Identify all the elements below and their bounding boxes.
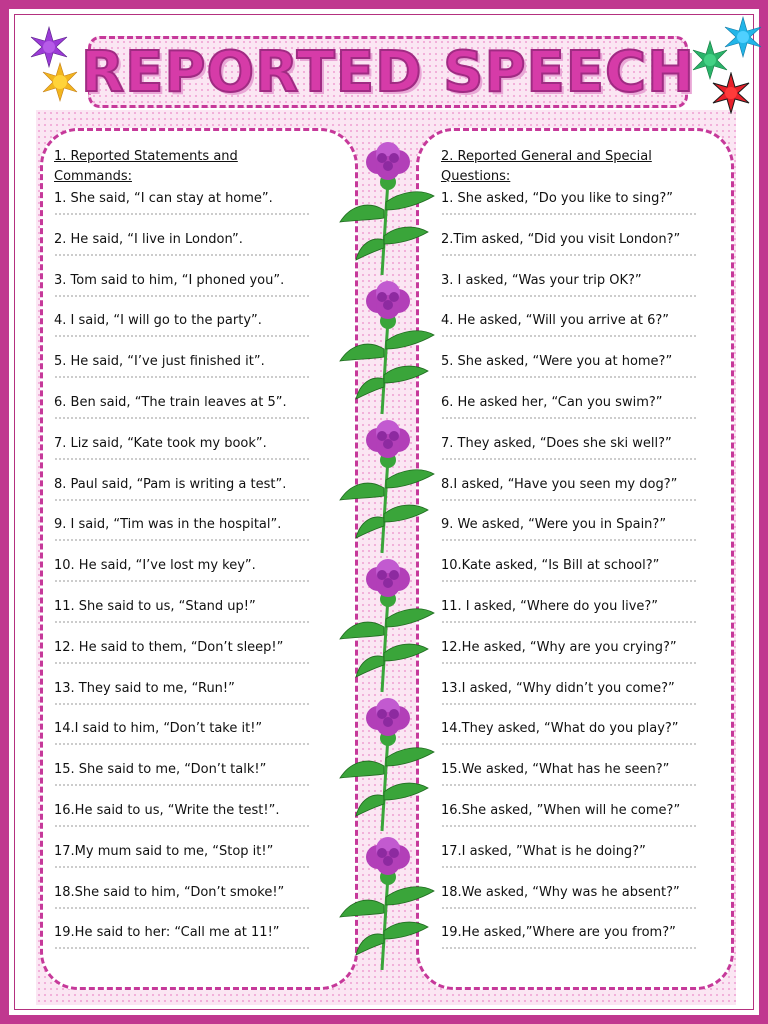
exercise-item: [441, 761, 741, 802]
exercise-item: [54, 516, 354, 557]
exercise-item: [441, 639, 741, 680]
exercise-item: [441, 720, 741, 761]
answer-line[interactable]: [441, 703, 696, 705]
answer-line[interactable]: [441, 866, 696, 868]
exercise-item: [441, 476, 741, 517]
answer-line[interactable]: [54, 621, 309, 623]
exercise-item: [441, 231, 741, 272]
answer-line[interactable]: [441, 458, 696, 460]
carnation-flower-icon: [340, 142, 434, 275]
exercise-sentence: 6. Ben said, “The train leaves at 5”.: [54, 394, 287, 410]
exercise-sentence: 3. Tom said to him, “I phoned you”.: [54, 272, 285, 288]
exercise-item: [441, 394, 741, 435]
orange-sun-icon: [40, 62, 80, 102]
answer-line[interactable]: [54, 703, 309, 705]
statements-heading-line2: Commands:: [54, 169, 132, 184]
exercise-sentence: 5. He said, “I’ve just finished it”.: [54, 354, 265, 370]
exercise-item: [54, 598, 354, 639]
answer-line[interactable]: [54, 458, 309, 460]
exercise-sentence: 14.They asked, “What do you play?”: [441, 721, 679, 737]
statements-heading-line1: 1. Reported Statements and: [54, 149, 238, 164]
answer-line[interactable]: [441, 213, 696, 215]
answer-line[interactable]: [54, 825, 309, 827]
exercise-sentence: 3. I asked, “Was your trip OK?”: [441, 272, 642, 288]
carnation-flower-icon: [340, 837, 434, 970]
exercise-sentence: 13. They said to me, “Run!”: [54, 680, 235, 696]
exercise-sentence: 1. She said, “I can stay at home”.: [54, 191, 273, 206]
answer-line[interactable]: [54, 539, 309, 541]
exercise-item: [54, 190, 354, 231]
exercise-sentence: 5. She asked, “Were you at home?”: [441, 354, 673, 370]
exercise-sentence: 17.My mum said to me, “Stop it!”: [54, 843, 274, 859]
answer-line[interactable]: [441, 417, 696, 419]
answer-line[interactable]: [54, 580, 309, 582]
exercise-item: [54, 802, 354, 843]
exercise-item: [441, 190, 741, 231]
answer-line[interactable]: [441, 662, 696, 664]
answer-line[interactable]: [441, 907, 696, 909]
exercise-sentence: 2. He said, “I live in London”.: [54, 231, 243, 247]
exercise-sentence: 11. She said to us, “Stand up!”: [54, 598, 256, 614]
answer-line[interactable]: [54, 743, 309, 745]
exercise-item: [54, 394, 354, 435]
exercise-item: [54, 435, 354, 476]
exercise-item: [54, 761, 354, 802]
answer-line[interactable]: [441, 335, 696, 337]
answer-line[interactable]: [54, 417, 309, 419]
statements-column: [54, 148, 354, 965]
questions-column: [441, 148, 741, 965]
answer-line[interactable]: [54, 295, 309, 297]
exercise-sentence: 8. Paul said, “Pam is writing a test”.: [54, 476, 287, 492]
answer-line[interactable]: [441, 499, 696, 501]
exercise-sentence: 15. She said to me, “Don’t talk!”: [54, 762, 267, 778]
exercise-sentence: 10. He said, “I’ve lost my key”.: [54, 558, 256, 574]
exercise-sentence: 9. I said, “Tim was in the hospital”.: [54, 517, 282, 533]
exercise-item: [441, 680, 741, 721]
exercise-sentence: 13.I asked, “Why didn’t you come?”: [441, 680, 675, 696]
exercise-item: [441, 924, 741, 965]
exercise-sentence: 16.He said to us, “Write the test!”.: [54, 802, 280, 818]
exercise-item: [54, 720, 354, 761]
questions-heading-line1: 2. Reported General and Special: [441, 149, 652, 164]
answer-line[interactable]: [54, 907, 309, 909]
exercise-sentence: 2.Tim asked, “Did you visit London?”: [441, 231, 681, 247]
exercise-sentence: 17.I asked, ”What is he doing?”: [441, 843, 646, 859]
exercise-sentence: 11. I asked, “Where do you live?”: [441, 598, 659, 614]
exercise-sentence: 4. I said, “I will go to the party”.: [54, 313, 262, 329]
answer-line[interactable]: [54, 662, 309, 664]
exercise-item: [441, 802, 741, 843]
exercise-sentence: 12.He asked, “Why are you crying?”: [441, 639, 677, 655]
answer-line[interactable]: [54, 784, 309, 786]
answer-line[interactable]: [441, 743, 696, 745]
exercise-sentence: 19.He said to her: “Call me at 11!”: [54, 925, 280, 941]
exercise-sentence: 1. She asked, “Do you like to sing?”: [441, 191, 674, 206]
answer-line[interactable]: [441, 784, 696, 786]
title-box: [81, 36, 695, 108]
exercise-sentence: 9. We asked, “Were you in Spain?”: [441, 517, 667, 533]
exercise-item: [54, 924, 354, 965]
exercise-item: [54, 231, 354, 272]
answer-line[interactable]: [441, 539, 696, 541]
exercise-item: [441, 435, 741, 476]
exercise-sentence: 18.We asked, “Why was he absent?”: [441, 884, 680, 900]
answer-line[interactable]: [54, 213, 309, 215]
exercise-sentence: 7. Liz said, “Kate took my book”.: [54, 435, 267, 451]
questions-heading-line2: Questions:: [441, 169, 511, 184]
exercise-item: [441, 353, 741, 394]
red-star-icon: [710, 72, 752, 114]
exercise-item: [441, 598, 741, 639]
answer-line[interactable]: [441, 825, 696, 827]
exercise-sentence: 12. He said to them, “Don’t sleep!”: [54, 639, 284, 655]
answer-line[interactable]: [441, 376, 696, 378]
exercise-item: [441, 884, 741, 925]
exercise-item: [54, 353, 354, 394]
exercise-item: [54, 680, 354, 721]
exercise-sentence: 14.I said to him, “Don’t take it!”: [54, 721, 263, 737]
exercise-sentence: 6. He asked her, “Can you swim?”: [441, 394, 663, 410]
answer-line[interactable]: [441, 947, 696, 949]
exercise-item: [54, 639, 354, 680]
exercise-sentence: 15.We asked, “What has he seen?”: [441, 762, 670, 778]
flower-garland: [338, 140, 438, 970]
exercise-sentence: 18.She said to him, “Don’t smoke!”: [54, 884, 285, 900]
exercise-item: [54, 476, 354, 517]
exercise-item: [54, 884, 354, 925]
page-title: REPORTED SPEECH: [81, 39, 695, 105]
answer-line[interactable]: [441, 621, 696, 623]
exercise-item: [54, 557, 354, 598]
exercise-sentence: 19.He asked,”Where are you from?”: [441, 925, 676, 941]
answer-line[interactable]: [441, 295, 696, 297]
carnation-flower-icon: [340, 281, 434, 414]
exercise-item: [54, 843, 354, 884]
exercise-item: [441, 557, 741, 598]
exercise-item: [441, 516, 741, 557]
carnation-flower-icon: [340, 559, 434, 692]
exercise-sentence: 10.Kate asked, “Is Bill at school?”: [441, 558, 660, 574]
exercise-item: [54, 272, 354, 313]
exercise-item: [441, 843, 741, 884]
exercise-sentence: 8.I asked, “Have you seen my dog?”: [441, 476, 678, 492]
answer-line[interactable]: [54, 335, 309, 337]
exercise-sentence: 7. They asked, “Does she ski well?”: [441, 435, 672, 451]
answer-line[interactable]: [54, 947, 309, 949]
answer-line[interactable]: [54, 254, 309, 256]
exercise-item: [54, 312, 354, 353]
answer-line[interactable]: [54, 376, 309, 378]
exercise-item: [441, 272, 741, 313]
exercise-sentence: 16.She asked, ”When will he come?”: [441, 802, 681, 818]
exercise-item: [441, 312, 741, 353]
answer-line[interactable]: [54, 866, 309, 868]
answer-line[interactable]: [441, 254, 696, 256]
carnation-flower-icon: [340, 420, 434, 553]
answer-line[interactable]: [54, 499, 309, 501]
exercise-sentence: 4. He asked, “Will you arrive at 6?”: [441, 313, 670, 329]
answer-line[interactable]: [441, 580, 696, 582]
carnation-flower-icon: [340, 698, 434, 831]
